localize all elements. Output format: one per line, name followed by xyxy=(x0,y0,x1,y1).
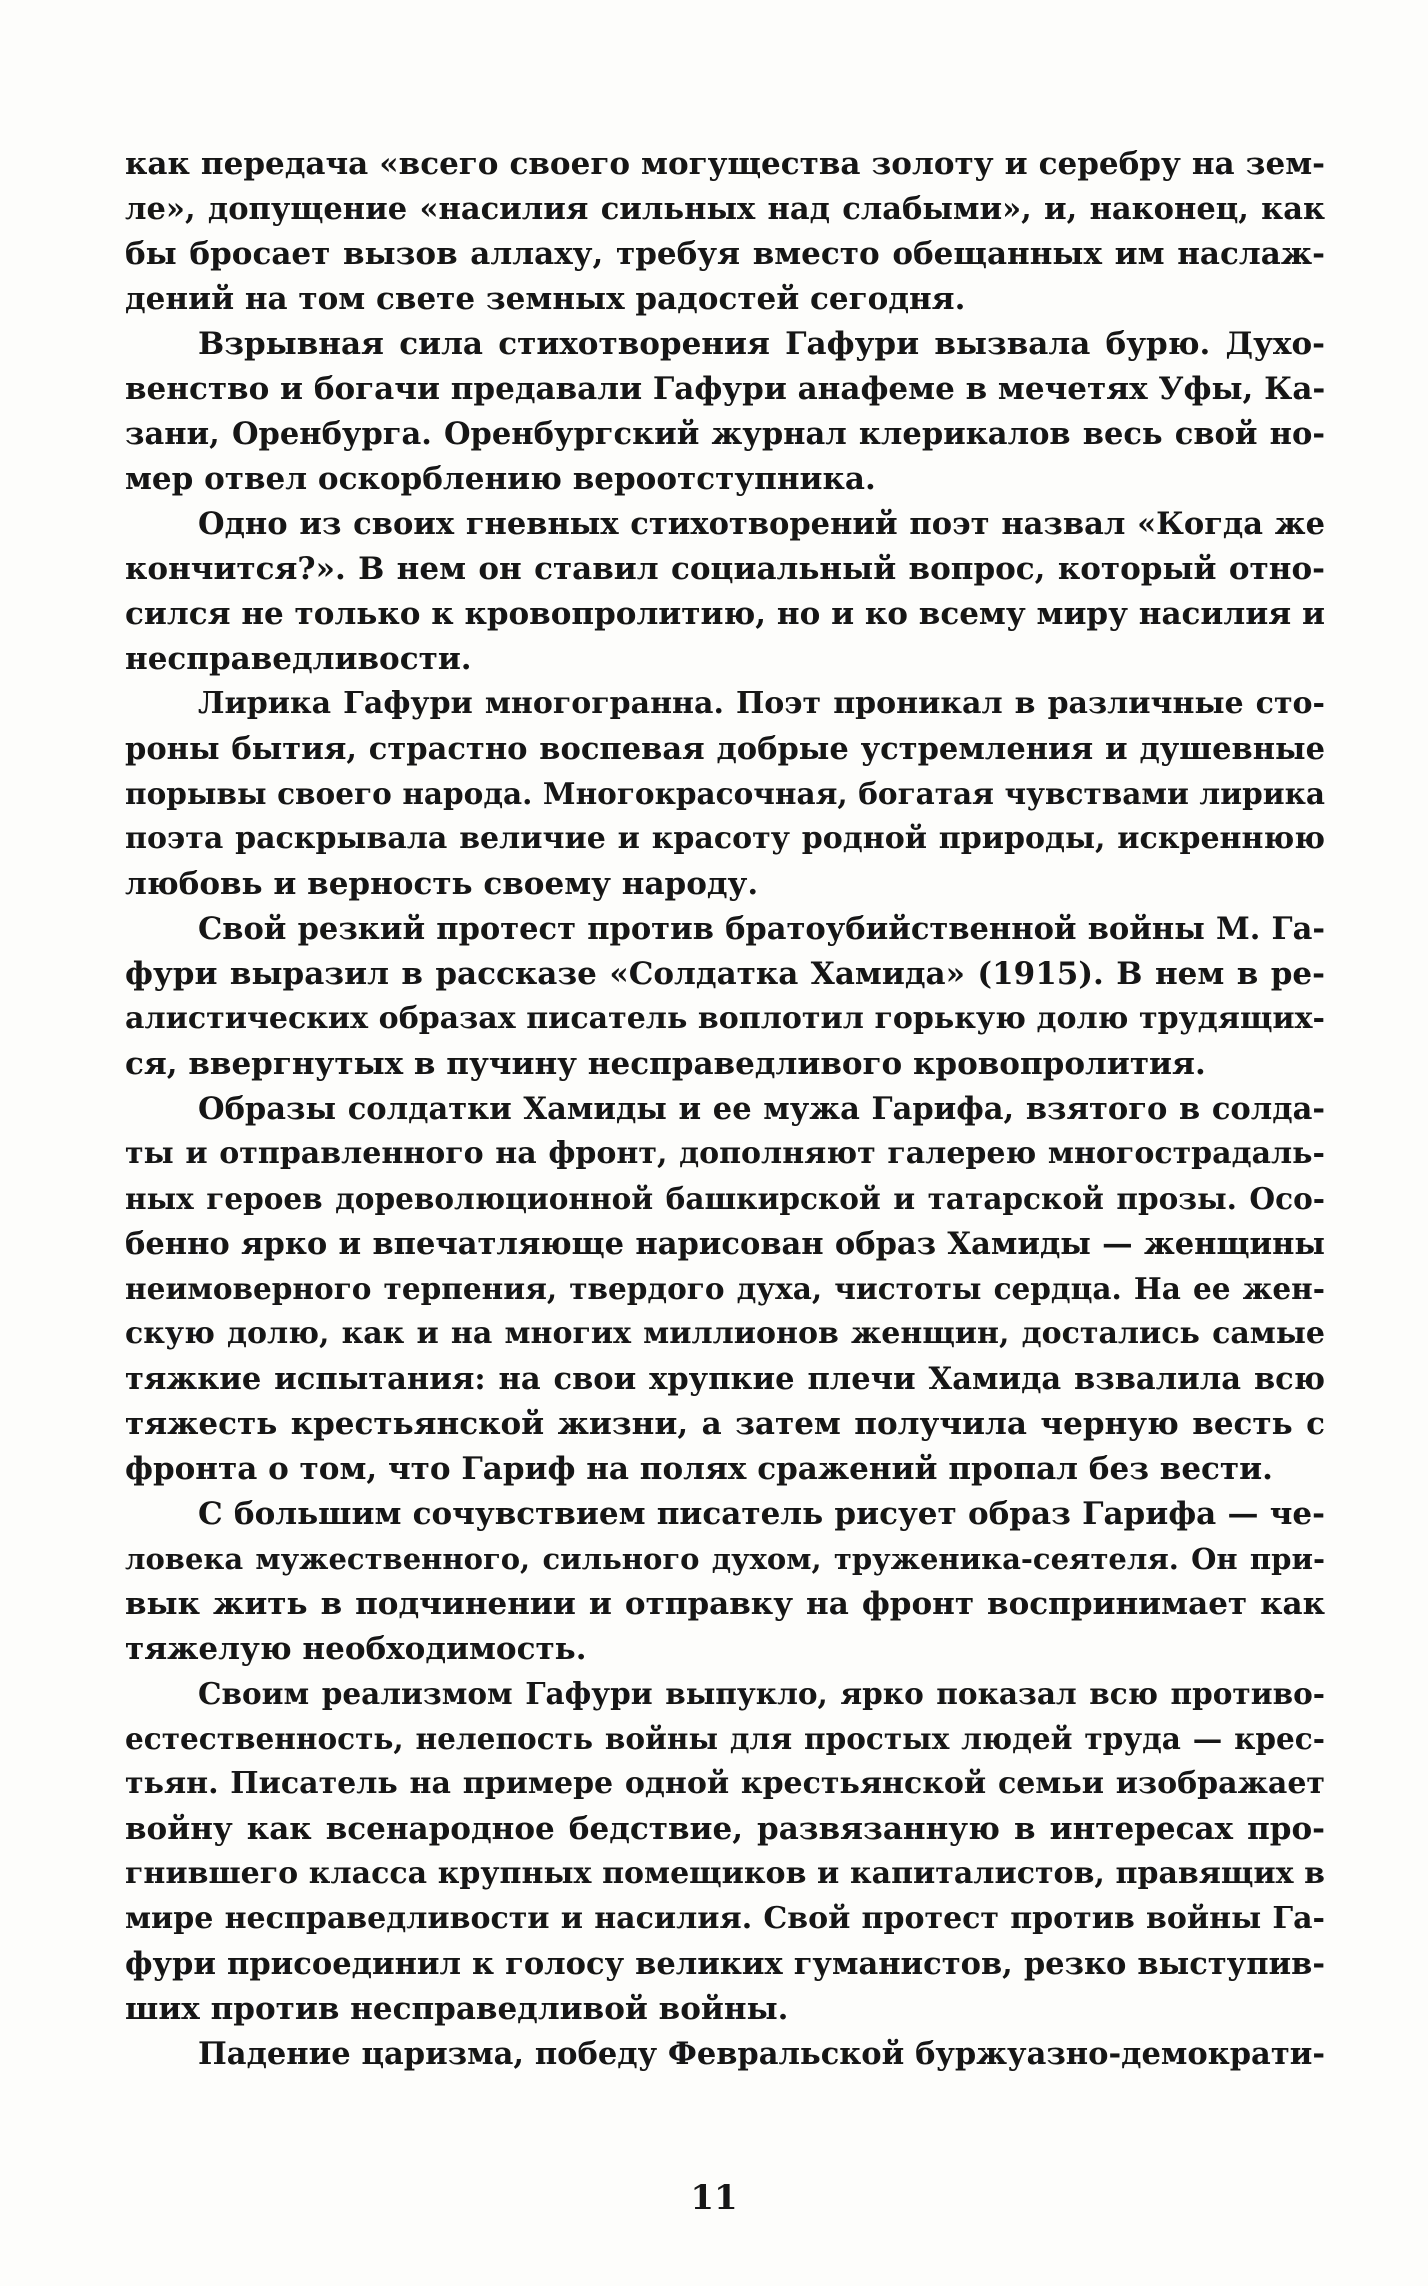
text-line: Своим реализмом Гафури выпукло, ярко показал всю противо- xyxy=(198,1676,1325,1711)
text-line: роны бытия, страстно воспевая добрые устремления и душевные xyxy=(125,731,1325,767)
text-line: фури присоединил к голосу великих гуманистов, резко выступив- xyxy=(125,1946,1325,1982)
text-line: бы бросает вызов аллаху, требуя вместо обещанных им наслаж- xyxy=(125,236,1325,272)
text-line: фури выразил в рассказе «Солдатка Хамида» (1915). В нем в ре- xyxy=(125,956,1325,992)
text-line: мер отвел оскорблению вероотступника. xyxy=(125,461,876,497)
text-line: скую долю, как и на многих миллионов женщин, достались самые xyxy=(125,1316,1325,1351)
text-line: венство и богачи предавали Гафури анафеме в мечетях Уфы, Ка- xyxy=(125,371,1326,407)
text-line: бенно ярко и впечатляюще нарисован образ Хамиды — женщины xyxy=(125,1226,1325,1262)
text-line: Одно из своих гневных стихотворений поэт назвал «Когда же xyxy=(198,506,1325,542)
text-line: естественность, нелепость войны для простых людей труда — крес- xyxy=(125,1721,1325,1756)
text-line: сился не только к кровопролитию, но и ко всему миру насилия и xyxy=(125,596,1325,632)
text-line: войну как всенародное бедствие, развязанную в интересах про- xyxy=(125,1811,1325,1847)
text-line: ле», допущение «насилия сильных над слабыми», и, наконец, как xyxy=(125,191,1325,227)
text-line: любовь и верность своему народу. xyxy=(125,866,759,902)
text-line: тьян. Писатель на примере одной крестьянской семьи изображает xyxy=(125,1766,1325,1801)
text-line: ших против несправедливой войны. xyxy=(125,1991,789,2027)
text-line: тяжелую необходимость. xyxy=(125,1631,587,1667)
text-line: неимоверного терпения, твердого духа, чистоты сердца. На ее жен- xyxy=(125,1271,1325,1306)
text-line: С большим сочувствием писатель рисует образ Гарифа — че- xyxy=(198,1496,1325,1532)
text-line: порывы своего народа. Многокрасочная, богатая чувствами лирика xyxy=(125,776,1325,811)
text-line: тяжкие испытания: на свои хрупкие плечи Хамида взвалила всю xyxy=(125,1361,1325,1397)
text-line: алистических образах писатель воплотил горькую долю трудящих- xyxy=(125,1001,1325,1036)
text-line: ловека мужественного, сильного духом, труженика-сеятеля. Он при- xyxy=(125,1542,1325,1576)
text-line: вык жить в подчинении и отправку на фронт воспринимает как xyxy=(125,1586,1325,1622)
text-line: гнившего класса крупных помещиков и капиталистов, правящих в xyxy=(125,1856,1325,1891)
text-line: кончится?». В нем он ставил социальный вопрос, который отно- xyxy=(125,551,1325,587)
text-line: мире несправедливости и насилия. Свой протест против войны Га- xyxy=(125,1901,1325,1936)
text-line: Падение царизма, победу Февральской буржуазно-демократи- xyxy=(198,2036,1325,2072)
text-line: Лирика Гафури многогранна. Поэт проникал в различные сто- xyxy=(198,686,1325,721)
text-line: ты и отправленного на фронт, дополняют галерею многострадаль- xyxy=(125,1136,1325,1171)
text-line: как передача «всего своего могущества золоту и серебру на зем- xyxy=(125,146,1325,182)
text-line: тяжесть крестьянской жизни, а затем получила черную весть с xyxy=(125,1406,1325,1442)
text-line: ных героев дореволюционной башкирской и татарской прозы. Осо- xyxy=(125,1181,1325,1216)
page-number: 11 xyxy=(690,2178,738,2218)
text-line: Свой резкий протест против братоубийственной войны М. Га- xyxy=(198,911,1325,947)
text-line: зани, Оренбурга. Оренбургский журнал клерикалов весь свой но- xyxy=(125,416,1325,452)
text-line: ся, ввергнутых в пучину несправедливого кровопролития. xyxy=(125,1046,1206,1082)
text-line: дений на том свете земных радостей сегодня. xyxy=(125,281,966,317)
text-line: Образы солдатки Хамиды и ее мужа Гарифа, взятого в солда- xyxy=(198,1091,1325,1127)
text-line: Взрывная сила стихотворения Гафури вызвала бурю. Духо- xyxy=(198,326,1325,362)
text-line: поэта раскрывала величие и красоту родной природы, искреннюю xyxy=(125,821,1325,856)
text-line: несправедливости. xyxy=(125,641,472,677)
text-line: фронта о том, что Гариф на полях сражений пропал без вести. xyxy=(125,1451,1273,1487)
